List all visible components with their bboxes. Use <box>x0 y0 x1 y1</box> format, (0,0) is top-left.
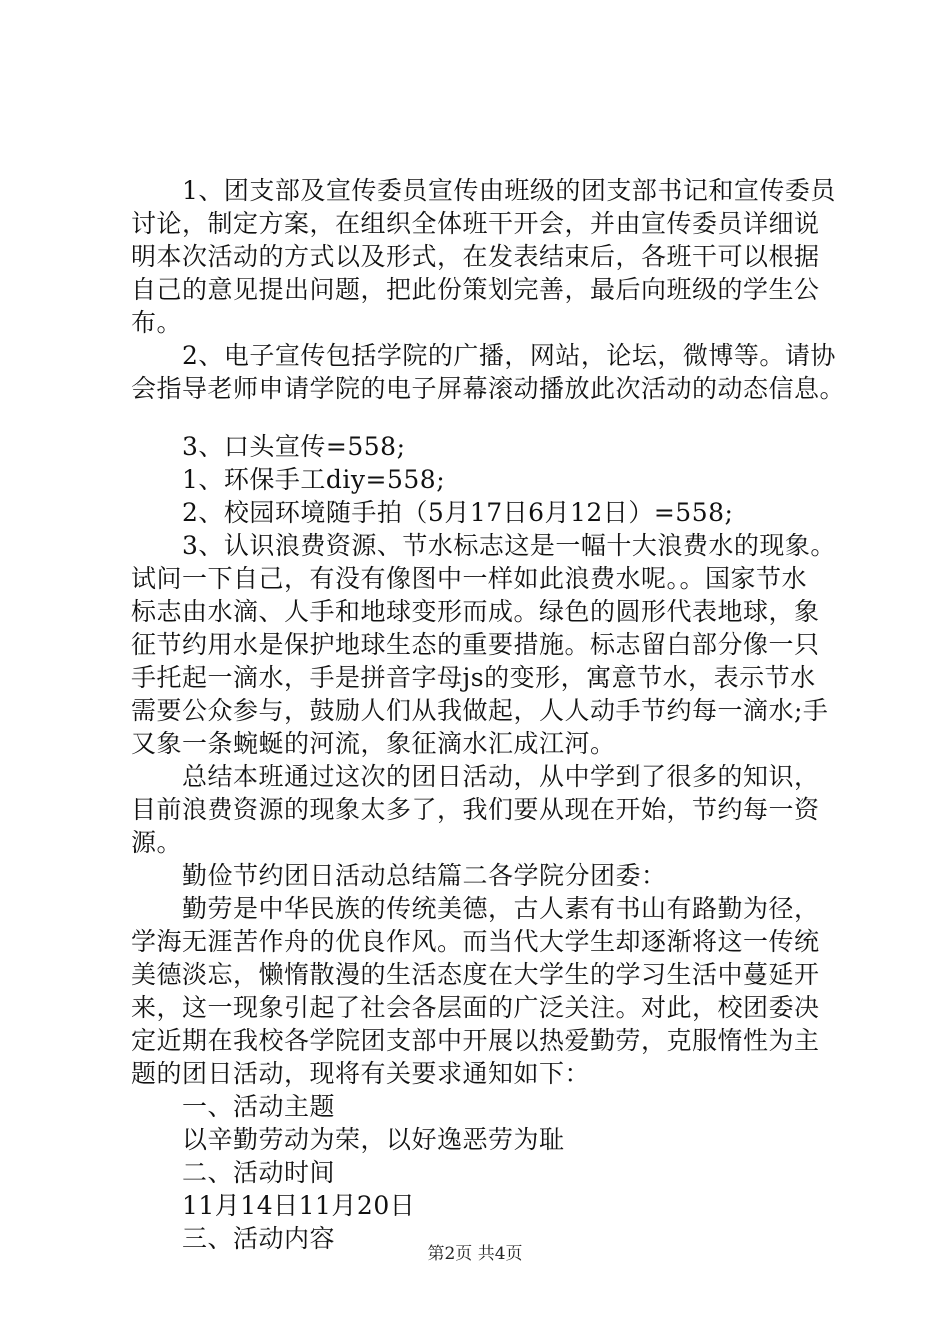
text-line: 会指导老师申请学院的电子屏幕滚动播放此次活动的动态信息。 <box>131 374 846 403</box>
text-line: 征节约用水是保护地球生态的重要措施。标志留白部分像一只 <box>131 630 820 659</box>
text-line: 试问一下自己，有没有像图中一样如此浪费水呢。。国家节水 <box>131 564 808 593</box>
text-line: 明本次活动的方式以及形式，在发表结束后，各班干可以根据 <box>131 242 820 271</box>
text-line: 1、环保手工diy=558; <box>131 465 446 494</box>
text-line: 目前浪费资源的现象太多了，我们要从现在开始，节约每一资 <box>131 795 820 824</box>
text-line: 2、校园环境随手拍（5月17日6月12日）=558; <box>131 498 734 527</box>
page-footer <box>0 1243 950 1265</box>
text-line: 以辛勤劳动为荣，以好逸恶劳为耻 <box>131 1125 565 1154</box>
text-line: 美德淡忘，懒惰散漫的生活态度在大学生的学习生活中蔓延开 <box>131 960 820 989</box>
text-line: 来，这一现象引起了社会各层面的广泛关注。对此，校团委决 <box>131 993 820 1022</box>
text-line: 11月14日11月20日 <box>131 1191 416 1220</box>
text-line: 题的团日活动，现将有关要求通知如下： <box>131 1059 591 1088</box>
text-line: 定近期在我校各学院团支部中开展以热爱勤劳，克服惰性为主 <box>131 1026 820 1055</box>
text-line: 布。 <box>131 308 183 337</box>
text-line: 标志由水滴、人手和地球变形而成。绿色的圆形代表地球，象 <box>131 597 820 626</box>
text-line: 二、活动时间 <box>131 1158 336 1187</box>
text-line: 勤俭节约团日活动总结篇二各学院分团委： <box>131 861 667 890</box>
text-line: 学海无涯苦作舟的优良作风。而当代大学生却逐渐将这一传统 <box>131 927 820 956</box>
text-line: 三、活动内容 <box>131 1224 336 1253</box>
document-body <box>131 174 846 1255</box>
text-line: 又象一条蜿蜒的河流，象征滴水汇成江河。 <box>131 729 616 758</box>
text-line: 3、口头宣传=558; <box>131 432 406 461</box>
text-line: 手托起一滴水，手是拼音字母js的变形，寓意节水，表示节水 <box>131 663 816 692</box>
text-line: 自己的意见提出问题，把此份策划完善，最后向班级的学生公 <box>131 275 820 304</box>
text-line: 2、电子宣传包括学院的广播，网站，论坛，微博等。请协 <box>131 341 836 370</box>
text-line: 总结本班通过这次的团日活动，从中学到了很多的知识， <box>131 762 820 791</box>
text-line: 1、团支部及宣传委员宣传由班级的团支部书记和宣传委员 <box>131 176 836 205</box>
text-line: 需要公众参与，鼓励人们从我做起，人人动手节约每一滴水;手 <box>131 696 829 725</box>
text-line: 3、认识浪费资源、节水标志这是一幅十大浪费水的现象。 <box>131 531 836 560</box>
text-line: 讨论，制定方案，在组织全体班干开会，并由宣传委员详细说 <box>131 209 820 238</box>
text-line: 勤劳是中华民族的传统美德，古人素有书山有路勤为径， <box>131 894 820 923</box>
page-number: 第2页 共4页 <box>427 1244 523 1264</box>
text-line: 一、活动主题 <box>131 1092 336 1121</box>
text-line: 源。 <box>131 828 183 857</box>
paragraph-gap <box>131 405 831 430</box>
